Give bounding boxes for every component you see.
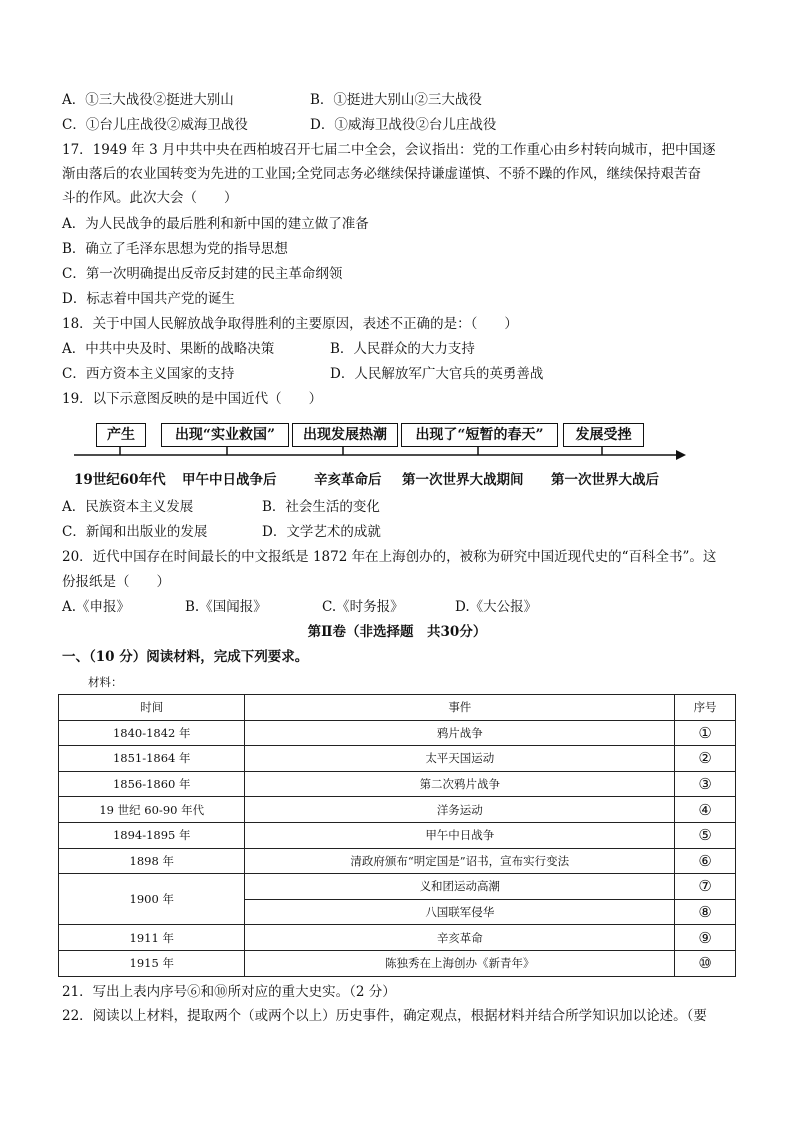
q17-stem-line3: 斗的作风。此次大会（ ） [62, 190, 238, 206]
timeline-box-3: 出现发展热潮 [292, 423, 398, 447]
timeline-label-2: 甲午中日战争后 [182, 472, 277, 488]
q17-option-a: A．为人民战争的最后胜利和新中国的建立做了准备 [62, 216, 369, 232]
cell-event: 清政府颁布“明定国是”诏书，宣布实行变法 [245, 848, 675, 874]
cell-event: 辛亥革命 [245, 925, 675, 951]
timeline-box-1: 产生 [96, 423, 146, 447]
cell-num: ⑧ [675, 899, 736, 925]
table-row [59, 771, 736, 797]
q17-option-d: D．标志着中国共产党的诞生 [62, 291, 235, 307]
cell-time: 1911 年 [59, 925, 245, 951]
material-label: 材料： [88, 675, 123, 689]
q18-stem: 18．关于中国人民解放战争取得胜利的主要原因，表述不正确的是：（ ） [62, 316, 518, 332]
cell-num: ⑩ [675, 950, 736, 976]
cell-time: 1898 年 [59, 848, 245, 874]
timeline-label-5: 第一次世界大战后 [551, 472, 659, 488]
q21-stem: 21．写出上表内序号⑥和⑩所对应的重大史实。（2 分） [62, 984, 396, 1000]
part2-title: 第Ⅱ卷（非选择题 共30分） [307, 624, 487, 640]
section1-heading: 一、（10 分）阅读材料，完成下列要求。 [62, 649, 309, 665]
cell-time: 1851-1864 年 [59, 746, 245, 772]
q19-stem: 19．以下示意图反映的是中国近代（ ） [62, 391, 323, 407]
q19-option-d: D．文学艺术的成就 [262, 524, 381, 540]
q18-option-b: B．人民群众的大力支持 [330, 341, 475, 357]
q16-option-b: B．①挺进大别山②三大战役 [310, 92, 482, 108]
q20-stem-line2: 份报纸是（ ） [62, 574, 170, 590]
q17-option-c: C．第一次明确提出反帝反封建的民主革命纲领 [62, 266, 343, 282]
q22-stem: 22．阅读以上材料，提取两个（或两个以上）历史事件，确定观点，根据材料并结合所学知识加以论述。（要 [62, 1008, 707, 1024]
cell-event: 甲午中日战争 [245, 822, 675, 848]
cell-num: ⑦ [675, 874, 736, 900]
cell-event: 义和团运动高潮 [245, 874, 675, 900]
table-row [59, 720, 736, 746]
cell-num: ④ [675, 797, 736, 823]
cell-event: 陈独秀在上海创办《新青年》 [245, 950, 675, 976]
timeline-box-5: 发展受挫 [563, 423, 644, 447]
q18-option-c: C．西方资本主义国家的支持 [62, 366, 235, 382]
q19-option-c: C．新闻和出版业的发展 [62, 524, 208, 540]
cell-time: 1840-1842 年 [59, 720, 245, 746]
q16-option-c: C．①台儿庄战役②威海卫战役 [62, 117, 248, 133]
cell-num: ② [675, 746, 736, 772]
q19-option-a: A．民族资本主义发展 [62, 499, 194, 515]
q16-option-a: A．①三大战役②挺进大别山 [62, 92, 234, 108]
cell-event: 鸦片战争 [245, 720, 675, 746]
cell-time: 19 世纪 60-90 年代 [59, 797, 245, 823]
q18-option-a: A．中共中央及时、果断的战略决策 [62, 341, 275, 357]
cell-event: 洋务运动 [245, 797, 675, 823]
cell-event: 太平天国运动 [245, 746, 675, 772]
q20-stem-line1: 20．近代中国存在时间最长的中文报纸是 1872 年在上海创办的，被称为研究中国近现代史的“百科全书”。这 [62, 549, 717, 565]
q20-option-b: B.《国闻报》 [185, 599, 267, 615]
q18-option-d: D．人民解放军广大官兵的英勇善战 [330, 366, 544, 382]
q20-option-c: C.《时务报》 [322, 599, 404, 615]
cell-event: 八国联军侵华 [245, 899, 675, 925]
header-event: 事件 [245, 695, 675, 721]
cell-time: 1894-1895 年 [59, 822, 245, 848]
timeline-label-3: 辛亥革命后 [314, 472, 382, 488]
header-time: 时间 [59, 695, 245, 721]
timeline-box-4: 出现了“短暂的春天” [401, 423, 558, 447]
cell-num: ⑤ [675, 822, 736, 848]
q17-stem-line2: 渐由落后的农业国转变为先进的工业国;全党同志务必继续保持谦虚谨慎、不骄不躁的作风，继续保持艰苦奋 [62, 166, 702, 182]
cell-time: 1900 年 [59, 874, 245, 925]
table-header-row [59, 695, 736, 721]
table-row [59, 950, 736, 976]
table-row [59, 925, 736, 951]
table-row [59, 848, 736, 874]
q20-option-d: D.《大公报》 [455, 599, 538, 615]
cell-time: 1856-1860 年 [59, 771, 245, 797]
table-row [59, 797, 736, 823]
timeline-box-2: 出现“实业救国” [161, 423, 289, 447]
table-row [59, 874, 736, 900]
cell-num: ⑨ [675, 925, 736, 951]
table-row [59, 822, 736, 848]
timeline-label-4: 第一次世界大战期间 [402, 472, 524, 488]
q17-option-b: B．确立了毛泽东思想为党的指导思想 [62, 241, 288, 257]
table-row [59, 746, 736, 772]
timeline-label-1: 19世纪60年代 [74, 472, 166, 488]
cell-num: ⑥ [675, 848, 736, 874]
cell-event: 第二次鸦片战争 [245, 771, 675, 797]
cell-num: ① [675, 720, 736, 746]
header-num: 序号 [675, 695, 736, 721]
q17-stem-line1: 17．1949 年 3 月中共中央在西柏坡召开七届二中全会，会议指出：党的工作重心由乡村转向城市，把中国逐 [62, 142, 716, 158]
material-table [58, 694, 736, 977]
q16-option-d: D．①威海卫战役②台儿庄战役 [310, 117, 497, 133]
cell-time: 1915 年 [59, 950, 245, 976]
q19-option-b: B．社会生活的变化 [262, 499, 380, 515]
q20-option-a: A.《申报》 [62, 599, 131, 615]
cell-num: ③ [675, 771, 736, 797]
